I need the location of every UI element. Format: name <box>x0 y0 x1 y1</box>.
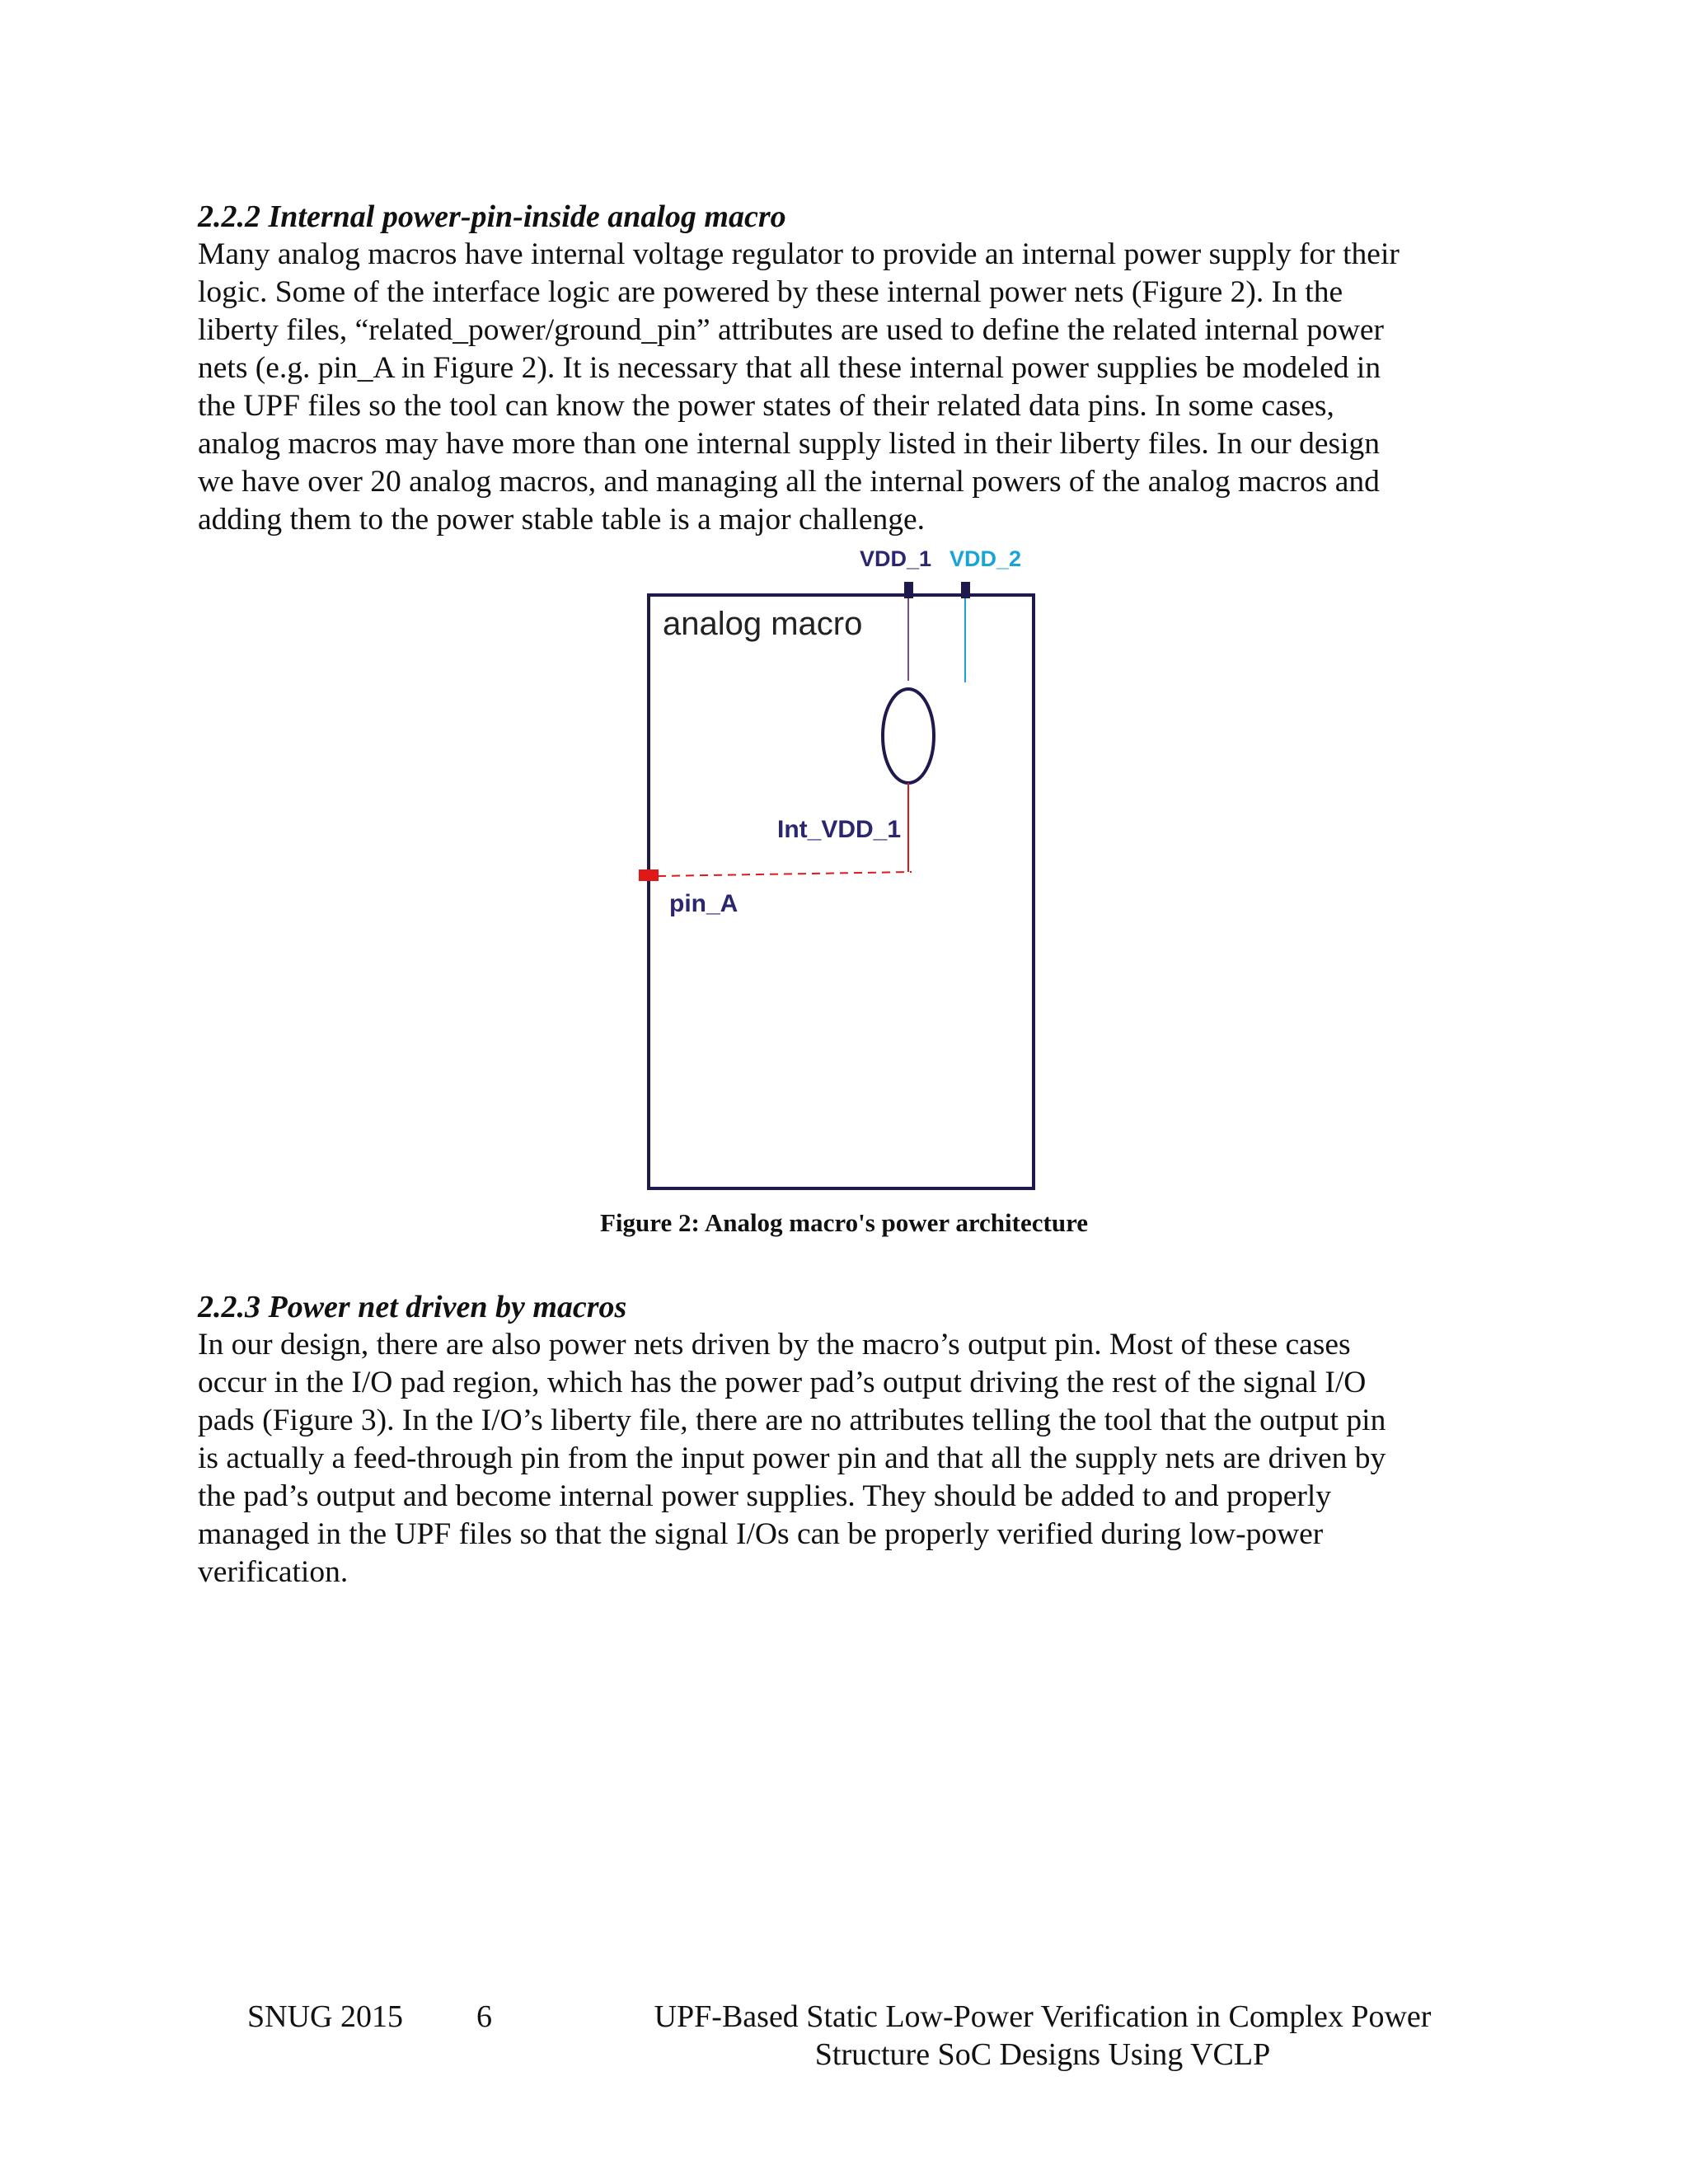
vdd2-pin <box>961 582 970 598</box>
analog-macro-label: analog macro <box>663 606 863 642</box>
regulator-ellipse <box>883 689 934 783</box>
paragraph-line: the UPF files so the tool can know the power states of their related data pins. In some cases, <box>198 389 1334 423</box>
section-heading-power-net-driven: 2.2.3 Power net driven by macros <box>198 1290 627 1324</box>
paragraph-line: In our design, there are also power nets driven by the macro’s output pin. Most of these cases <box>198 1328 1351 1361</box>
paragraph-line: analog macros may have more than one internal supply listed in their liberty files. In our design <box>198 427 1380 461</box>
paragraph-line: pads (Figure 3). In the I/O’s liberty file, there are no attributes telling the tool that the output pin <box>198 1404 1386 1437</box>
pin-a-label: pin_A <box>669 890 738 917</box>
paragraph-line: adding them to the power stable table is a major challenge. <box>198 503 926 537</box>
paragraph-line: managed in the UPF files so that the signal I/Os can be properly verified during low-power <box>198 1517 1324 1551</box>
pin-a-marker <box>639 869 659 881</box>
paragraph-line: is actually a feed-through pin from the input power pin and that all the supply nets are driven by <box>198 1441 1386 1475</box>
vdd1-label: VDD_1 <box>860 546 932 571</box>
paragraph-line: liberty files, “related_power/ground_pin” attributes are used to define the related internal power <box>198 313 1385 347</box>
vdd2-label: VDD_2 <box>950 546 1022 571</box>
paragraph-line: the pad’s output and become internal power supplies. They should be added to and properly <box>198 1479 1332 1513</box>
footer-title-line: UPF-Based Static Low-Power Verification in Complex Power <box>654 1999 1432 2034</box>
analog-macro-box <box>649 595 1034 1188</box>
paragraph-line: we have over 20 analog macros, and managing all the internal powers of the analog macros and <box>198 465 1380 499</box>
paragraph-line: verification. <box>198 1555 349 1589</box>
footer-title-line: Structure SoC Designs Using VCLP <box>814 2037 1271 2072</box>
section-heading-internal-power-pin: 2.2.2 Internal power-pin-inside analog macro <box>198 199 786 234</box>
footer-venue: SNUG 2015 <box>247 1999 403 2034</box>
paragraph-power-net-driven <box>198 1326 1508 1591</box>
footer-paper-title <box>610 1998 1475 2074</box>
figure-caption: Figure 2: Analog macro's power architecture <box>599 1208 1089 1237</box>
paragraph-internal-power-pin <box>198 236 1508 539</box>
vdd1-pin <box>904 582 913 598</box>
paragraph-line: Many analog macros have internal voltage regulator to provide an internal power supply for their <box>198 237 1400 271</box>
paragraph-line: nets (e.g. pin_A in Figure 2). It is necessary that all these internal power supplies be modeled in <box>198 351 1381 385</box>
paragraph-line: occur in the I/O pad region, which has the power pad’s output driving the rest of the signal I/O <box>198 1366 1367 1399</box>
internal-net-label: Int_VDD_1 <box>777 816 902 843</box>
paragraph-line: logic. Some of the interface logic are powered by these internal power nets (Figure 2). In the <box>198 275 1343 309</box>
footer-page-number: 6 <box>476 1999 492 2034</box>
pin-connection-dashed <box>658 872 912 876</box>
